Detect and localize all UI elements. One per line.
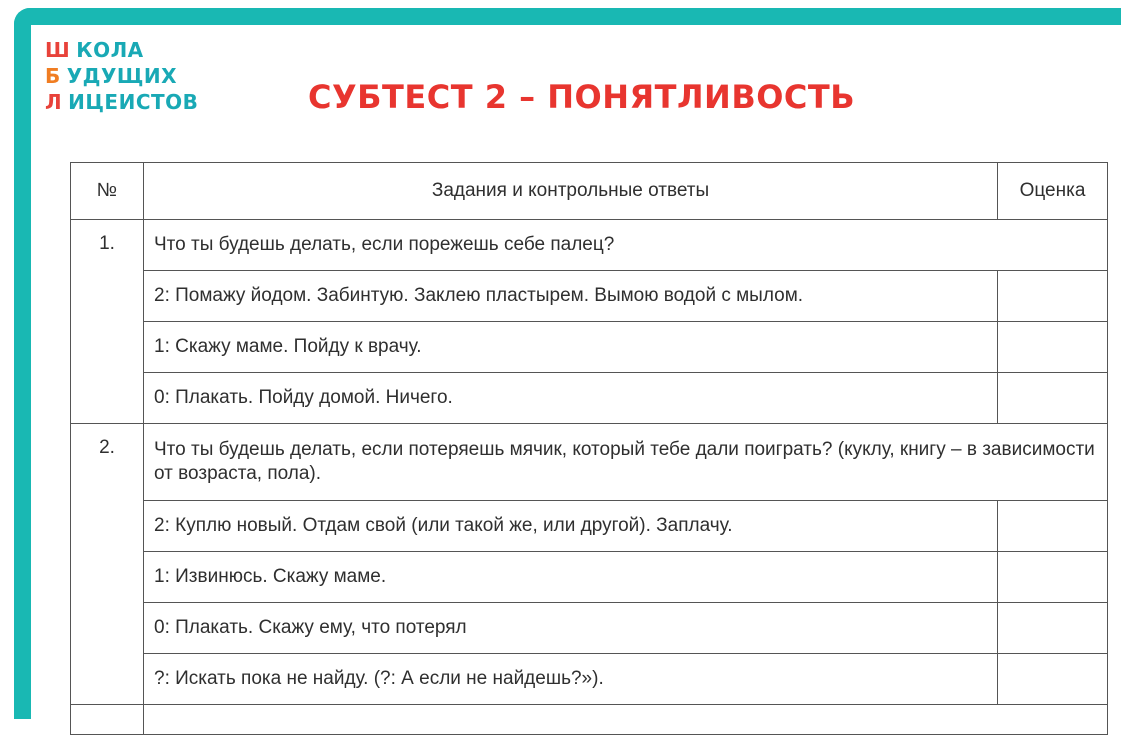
logo-line-3 — [45, 89, 198, 115]
next-item-number — [71, 705, 144, 735]
subtest-table — [70, 162, 1108, 735]
answer-text: 0: Плакать. Скажу ему, что потерял — [144, 603, 998, 654]
score-cell[interactable] — [998, 654, 1108, 705]
score-cell[interactable] — [998, 373, 1108, 424]
answer-text: 1: Скажу маме. Пойду к врачу. — [144, 322, 998, 373]
table-row-answer — [71, 322, 1108, 373]
logo-word: ИЦЕИСТОВ — [68, 90, 199, 114]
table-row-next — [71, 705, 1108, 735]
answer-text: ?: Искать пока не найду. (?: А если не найдешь?»). — [144, 654, 998, 705]
table-header-row — [71, 163, 1108, 220]
answer-text: 2: Помажу йодом. Забинтую. Заклею пластырем. Вымою водой с мылом. — [144, 271, 998, 322]
logo-initial: Л — [45, 90, 63, 114]
table-row-answer — [71, 654, 1108, 705]
logo-line-1 — [45, 37, 198, 63]
table-row-answer — [71, 501, 1108, 552]
table-row-question — [71, 424, 1108, 501]
score-cell[interactable] — [998, 501, 1108, 552]
table-row-answer — [71, 271, 1108, 322]
table-row-answer — [71, 552, 1108, 603]
next-item-text — [144, 705, 1108, 735]
logo-word: КОЛА — [76, 38, 144, 62]
page-title: СУБТЕСТ 2 – ПОНЯТЛИВОСТЬ — [308, 78, 856, 116]
logo-initial: Ш — [45, 38, 71, 62]
table-row-answer — [71, 373, 1108, 424]
logo-word: УДУЩИХ — [66, 64, 178, 88]
frame-top-bar — [14, 8, 1121, 25]
item-number: 1. — [71, 220, 144, 424]
answer-text: 0: Плакать. Пойду домой. Ничего. — [144, 373, 998, 424]
table-row-question — [71, 220, 1108, 271]
answer-text: 1: Извинюсь. Скажу маме. — [144, 552, 998, 603]
question-text: Что ты будешь делать, если потеряешь мячик, который тебе дали поиграть? (куклу, книгу – в зависимости от возраста, пола). — [144, 424, 1108, 501]
school-logo — [45, 37, 198, 115]
logo-initial: Б — [45, 64, 61, 88]
score-cell[interactable] — [998, 603, 1108, 654]
answer-text: 2: Куплю новый. Отдам свой (или такой же, или другой). Заплачу. — [144, 501, 998, 552]
table-row-answer — [71, 603, 1108, 654]
score-cell[interactable] — [998, 552, 1108, 603]
logo-line-2 — [45, 63, 198, 89]
item-number: 2. — [71, 424, 144, 705]
score-cell[interactable] — [998, 322, 1108, 373]
score-cell[interactable] — [998, 271, 1108, 322]
header-tasks: Задания и контрольные ответы — [144, 163, 998, 220]
header-score: Оценка — [998, 163, 1108, 220]
frame-left-bar — [14, 8, 31, 719]
question-text: Что ты будешь делать, если порежешь себе палец? — [144, 220, 1108, 271]
header-number: № — [71, 163, 144, 220]
